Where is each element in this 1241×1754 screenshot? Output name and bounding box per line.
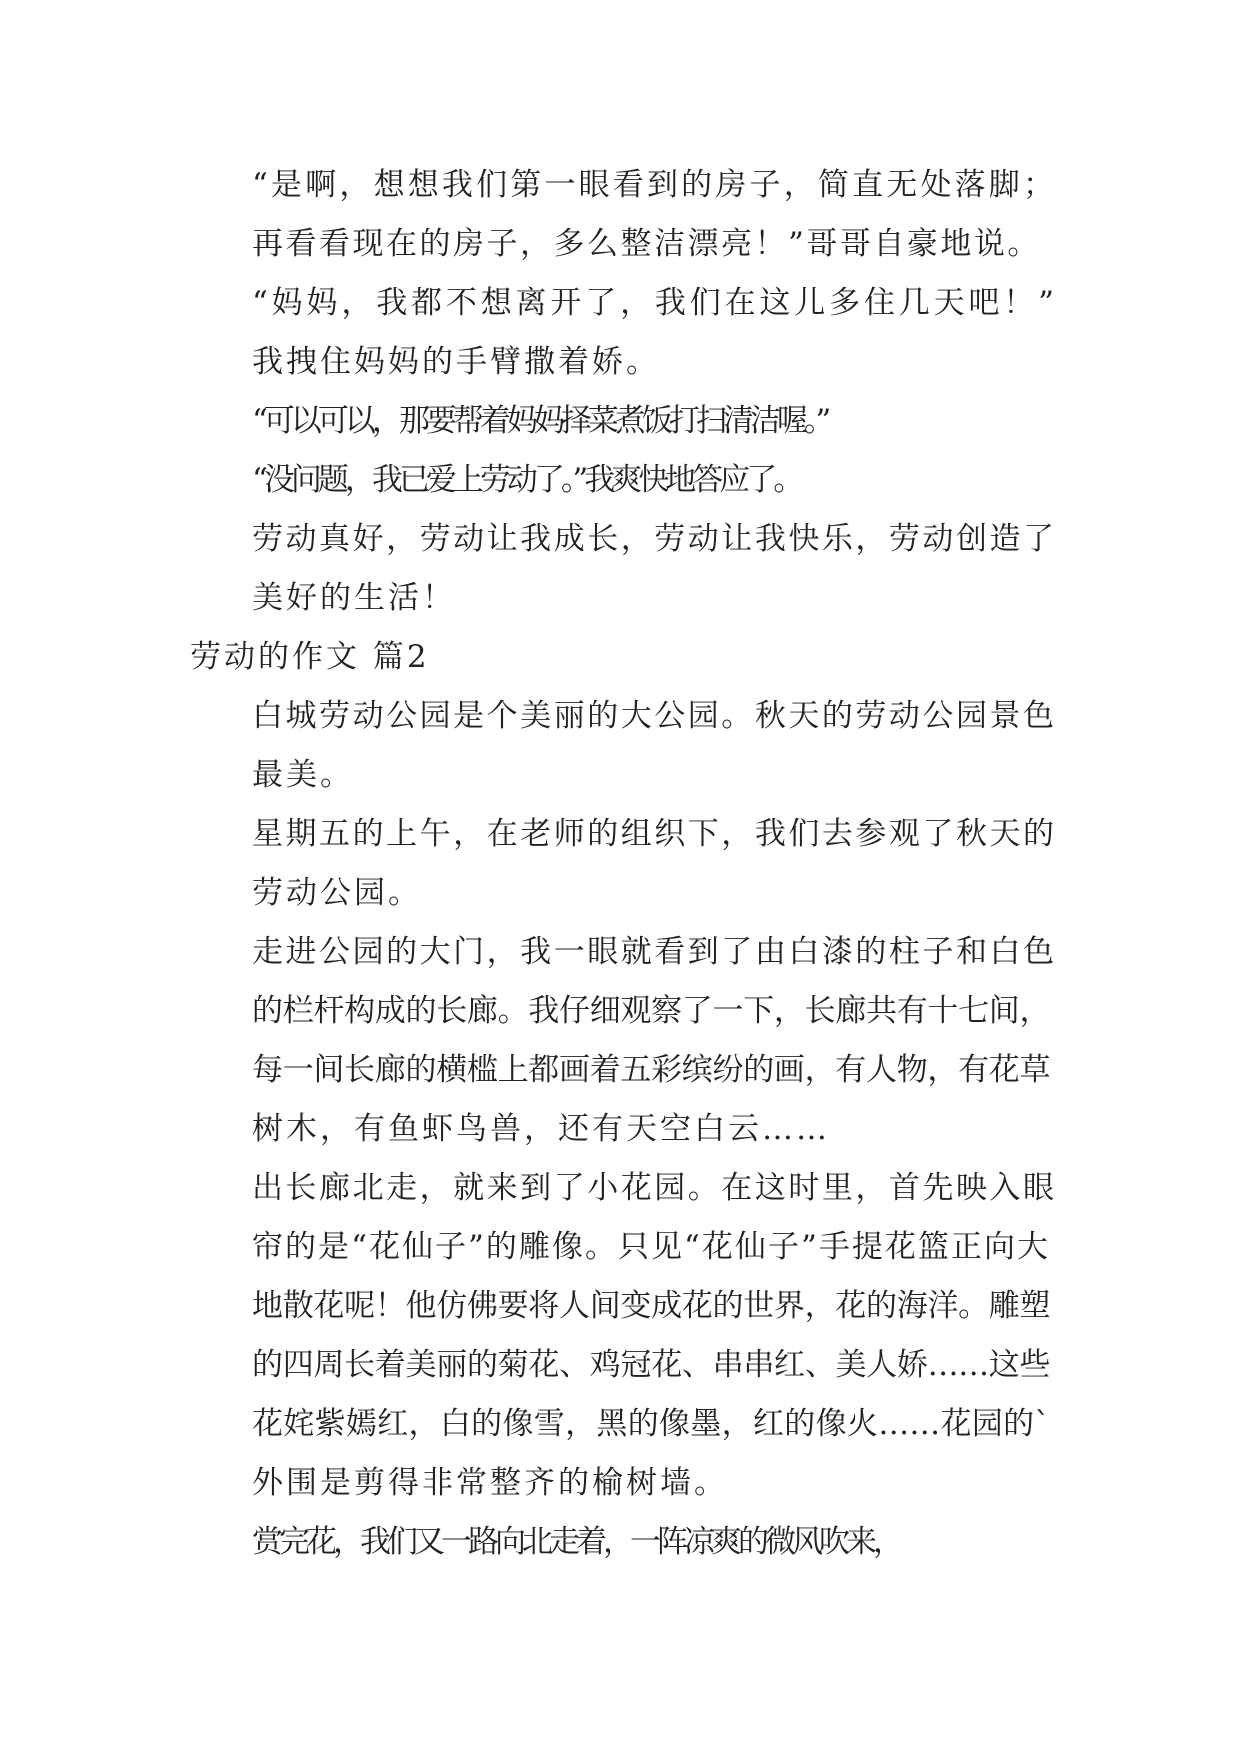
paragraph [190, 156, 1050, 274]
paragraph [190, 687, 1050, 805]
text-line: “可以可以，那要帮着妈妈择菜煮饭打扫清洁喔。” [252, 403, 828, 439]
text-line: 我拽住妈妈的手臂撒着娇。 [252, 344, 660, 380]
text-line: 帘的是“花仙子”的雕像。只见“花仙子”手提花篮正向大 [252, 1229, 1050, 1265]
paragraph [190, 1159, 1050, 1513]
text-line: “是啊，想想我们第一眼看到的房子，简直无处落脚； [252, 167, 1050, 203]
text-line: “没问题，我已爱上劳动了。”我爽快地答应了。 [252, 462, 801, 498]
text-line: 地散花呢！他仿佛要将人间变成花的世界，花的海洋。雕塑 [252, 1288, 1050, 1324]
text-line: 每一间长廊的横槛上都画着五彩缤纷的画，有人物，有花草 [252, 1052, 1050, 1088]
text-line: 最美。 [252, 757, 354, 793]
text-line: 的栏杆构成的长廊。我仔细观察了一下，长廊共有十七间， [252, 993, 1050, 1029]
text-line: 赏完花，我们又一路向北走着，一阵凉爽的微风吹来， [252, 1524, 900, 1560]
paragraph [190, 923, 1050, 1159]
text-line: 的四周长着美丽的菊花、鸡冠花、串串红、美人娇……这些 [252, 1347, 1050, 1383]
text-line: 外围是剪得非常整齐的榆树墙。 [252, 1465, 728, 1501]
text-line: 星期五的上午，在老师的组织下，我们去参观了秋天的 [252, 816, 1050, 852]
document-body [190, 156, 1050, 1572]
paragraph [190, 805, 1050, 923]
text-line: 树木，有鱼虾鸟兽，还有天空白云…… [252, 1111, 830, 1147]
text-line: 劳动真好，劳动让我成长，劳动让我快乐，劳动创造了 [252, 521, 1050, 557]
text-line: 花姹紫嫣红，白的像雪，黑的像墨，红的像火……花园的` [252, 1406, 1050, 1442]
paragraph [190, 451, 1050, 510]
text-line: 再看看现在的房子，多么整洁漂亮！”哥哥自豪地说。 [252, 226, 1041, 262]
text-line: 出长廊北走，就来到了小花园。在这时里，首先映入眼 [252, 1170, 1050, 1206]
text-line: “妈妈，我都不想离开了，我们在这儿多住几天吧！” [252, 285, 1050, 321]
paragraph [190, 274, 1050, 392]
paragraph [190, 1513, 1050, 1572]
text-line: 白城劳动公园是个美丽的大公园。秋天的劳动公园景色 [252, 698, 1050, 734]
text-line: 劳动公园。 [252, 875, 422, 911]
section-heading: 劳动的作文 篇2 [190, 639, 430, 675]
paragraph [190, 510, 1050, 628]
text-line: 美好的生活！ [252, 580, 456, 616]
text-line: 走进公园的大门，我一眼就看到了由白漆的柱子和白色 [252, 934, 1050, 970]
paragraph [190, 392, 1050, 451]
